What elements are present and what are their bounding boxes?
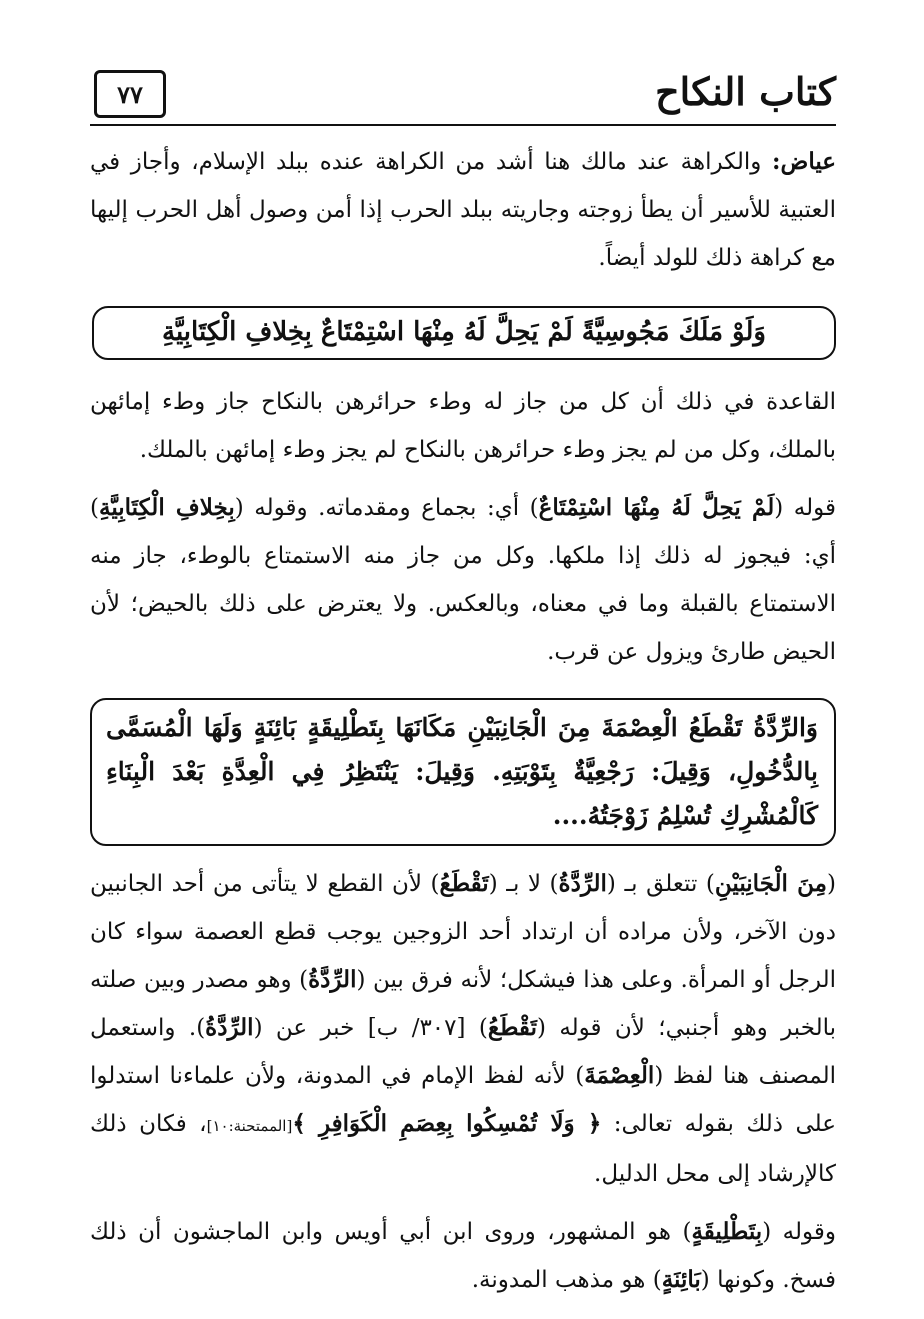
matn-quote: بِخِلافِ الْكِتَابِيَّةِ (98, 494, 235, 521)
matn-quote: بِتَطْلِيقَةٍ (691, 1218, 763, 1245)
matn-quote: تَقْطَعُ (487, 1014, 537, 1041)
matn-quote: لَمْ يَحِلَّ لَهُ مِنْهَا اسْتِمْتَاعٌ (538, 494, 775, 521)
text-run: قوله ( (774, 495, 837, 521)
text-run: ) هو المشهور، وروى ابن أبي أويس وابن الماجشون أن ذلك فسخ. وكونها ( (90, 1219, 836, 1293)
text-run: ( (827, 871, 836, 897)
paragraph-commentary-1 (90, 484, 836, 676)
text-run: ) تتعلق بـ ( (606, 871, 715, 897)
paragraph-commentary-3 (90, 1208, 836, 1304)
text-run: ) وهو مصدر وبين صلته بالخبر وهو أجنبي؛ لأن قوله ( (90, 967, 836, 1041)
matn-quote: الْعِصْمَةَ (584, 1062, 655, 1089)
matn-quote: تَقْطَعُ (439, 870, 489, 897)
matn-quote: بَائِنَةٍ (661, 1266, 701, 1293)
quran-verse: ﴿ وَلَا تُمْسِكُوا بِعِصَمِ الْكَوَافِرِ ﴾ (292, 1110, 602, 1137)
text-run: ، فكان ذلك كالإرشاد إلى محل الدليل. (90, 1111, 836, 1187)
matn-quote: الرِّدَّةُ (205, 1014, 254, 1041)
paragraph-lead: عياض: (772, 148, 836, 175)
text-run: ) لا بـ ( (488, 871, 559, 897)
verse-citation: [الممتحنة:١٠] (206, 1117, 293, 1135)
text-run: ) هو مذهب المدونة. (471, 1267, 662, 1293)
paragraph-rule: القاعدة في ذلك أن كل من جاز له وطء حرائرهن بالنكاح جاز وطء إمائهن بالملك، وكل من لم يجز وطء حرائرهن بالنكاح لم يجز وطء إمائهن بالملك. (90, 389, 836, 463)
matn-quote: مِنَ الْجَانِبَيْنِ (714, 870, 828, 897)
text-run: ) [٣٠٧/ ب] خبر عن ( (253, 1015, 488, 1041)
matn-quote: الرِّدَّةُ (308, 966, 357, 993)
matn-quote: الرِّدَّةُ (558, 870, 607, 897)
matn-box-ridda: وَالرِّدَّةُ تَقْطَعُ الْعِصْمَةَ مِنَ الْجَانِبَيْنِ مَكَانَهَا بِتَطْلِيقَةٍ بَائِنَةٍ وَلَهَا الْمُسَمَّى بِالدُّخُولِ، وَقِيلَ: رَجْعِيَّةٌ بِتَوْبَتِهِ. وَقِيلَ: يَنْتَظِرُ فِي الْعِدَّةِ بَعْدَ الْبِنَاءِ كَالْمُشْرِكِ تُسْلِمُ زَوْجَتُهُ.... (90, 698, 836, 846)
page-header (90, 60, 836, 126)
paragraph-commentary-2 (90, 860, 836, 1198)
paragraph-text: والكراهة عند مالك هنا أشد من الكراهة عنده ببلد الإسلام، وأجاز في العتبية للأسير أن يطأ زوجته وجاريته ببلد الحرب إذا أمن وصول أهل الحرب إليها مع كراهة ذلك للولد أيضاً. (90, 149, 836, 271)
text-run: ) أي: فيجوز له ذلك إذا ملكها. وكل من جاز منه الاستمتاع بالوطء، جاز منه الاستمتاع بالقبلة وما في معناه، وبالعكس. ولا يعترض على ذلك بالحيض؛ لأن الحيض طارئ ويزول عن قرب. (90, 495, 836, 665)
text-run: ) لأنه لفظ الإمام في المدونة، ولأن علماءنا استدلوا على ذلك بقوله تعالى: (90, 1063, 836, 1137)
text-run: ) لأن القطع لا يتأتى من أحد الجانبين دون الآخر، ولأن مراده أن ارتداد أحد الزوجين يوجب قطع العصمة سواء كان الرجل أو المرأة. وعلى هذا فيشكل؛ لأنه فرق بين ( (90, 871, 836, 993)
page-number: ٧٧ (94, 70, 166, 118)
text-run: ) أي: بجماع ومقدماته. وقوله ( (234, 495, 539, 521)
matn-box-majusiyya: وَلَوْ مَلَكَ مَجُوسِيَّةً لَمْ يَحِلَّ لَهُ مِنْهَا اسْتِمْتَاعٌ بِخِلافِ الْكِتَابِيَّةِ (92, 306, 836, 360)
text-run: وقوله ( (762, 1219, 836, 1245)
text-run: ). واستعمل المصنف هنا لفظ ( (90, 1015, 836, 1089)
book-title: كتاب النكاح (655, 69, 836, 114)
paragraph-iyad (90, 138, 836, 282)
